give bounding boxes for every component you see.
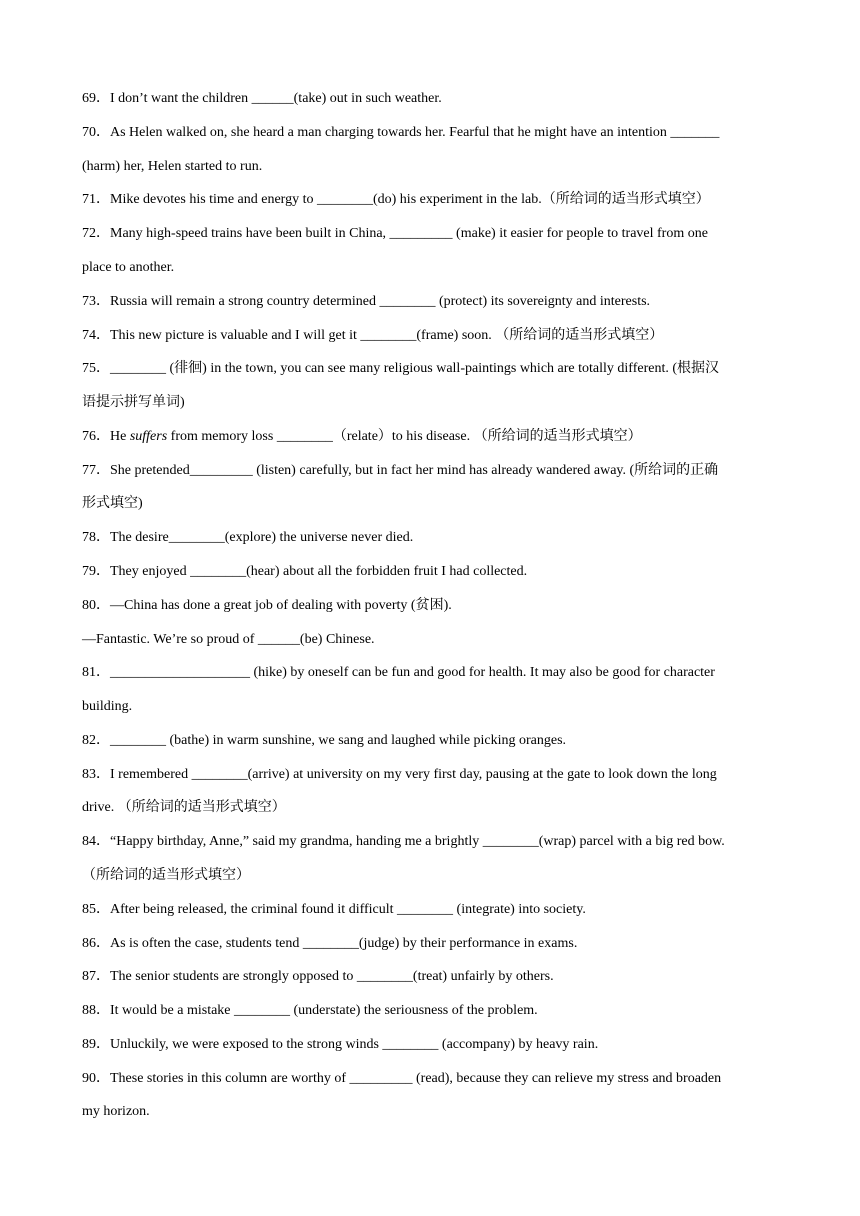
question-number: 79 bbox=[82, 564, 96, 579]
question-number: 84 bbox=[82, 834, 96, 849]
question-77-continued bbox=[82, 494, 143, 514]
question-number: 70 bbox=[82, 125, 96, 140]
question-number: 85 bbox=[82, 902, 96, 917]
question-77: 77．She pretended_________ (listen) carefully, but in fact her mind has already wandered away. (所给词的正确 bbox=[82, 463, 719, 478]
question-number: 81 bbox=[82, 665, 96, 680]
question-number: 83 bbox=[82, 767, 96, 782]
question-number: 73 bbox=[82, 294, 96, 309]
question-text: As is often the case, students tend ________(judge) by their performance in exams. bbox=[110, 936, 578, 951]
question-text: “Happy birthday, Anne,” said my grandma, handing me a brightly ________(wrap) parcel with a big red bow. bbox=[110, 834, 725, 849]
question-72: 72．Many high-speed trains have been built in China, _________ (make) it easier for people to travel from one bbox=[82, 226, 708, 241]
question-72-continued bbox=[82, 258, 174, 278]
question-number: 69 bbox=[82, 91, 96, 106]
question-text: I don’t want the children ______(take) out in such weather. bbox=[110, 91, 442, 106]
question-75: 75．________ (徘徊) in the town, you can see many religious wall-paintings which are totally different. (根据汉 bbox=[82, 361, 719, 376]
question-number: 87 bbox=[82, 969, 96, 984]
question-90-continued bbox=[82, 1102, 150, 1122]
question-75-continued bbox=[82, 393, 185, 413]
question-text: I remembered ________(arrive) at university on my very first day, pausing at the gate to look down the long bbox=[110, 767, 717, 782]
question-text: building. bbox=[82, 699, 133, 714]
question-text: place to another. bbox=[82, 260, 175, 275]
question-70: 70．As Helen walked on, she heard a man charging towards her. Fearful that he might have an intention _______ bbox=[82, 125, 720, 140]
question-73: 73．Russia will remain a strong country determined ________ (protect) its sovereignty and interests. bbox=[82, 294, 651, 309]
question-text: She pretended_________ (listen) carefully, but in fact her mind has already wandered away. (所给词的正确 bbox=[110, 463, 719, 478]
question-81: 81．____________________ (hike) by oneself can be fun and good for health. It may also be good for character bbox=[82, 665, 715, 680]
question-83: 83．I remembered ________(arrive) at university on my very first day, pausing at the gate to look down the long bbox=[82, 767, 717, 782]
question-text: These stories in this column are worthy of _________ (read), because they can relieve my stress and broaden bbox=[110, 1071, 722, 1086]
question-number: 86 bbox=[82, 936, 96, 951]
question-text: Mike devotes his time and energy to ________(do) his experiment in the lab.（所给词的适当形式填空） bbox=[110, 192, 710, 207]
question-85: 85．After being released, the criminal found it difficult ________ (integrate) into society. bbox=[82, 902, 586, 917]
question-number: 75 bbox=[82, 361, 96, 376]
question-88: 88．It would be a mistake ________ (understate) the seriousness of the problem. bbox=[82, 1003, 538, 1018]
question-text: ________ (bathe) in warm sunshine, we sang and laughed while picking oranges. bbox=[110, 733, 567, 748]
question-number: 82 bbox=[82, 733, 96, 748]
question-69: 69．I don’t want the children ______(take) out in such weather. bbox=[82, 91, 442, 106]
question-number: 72 bbox=[82, 226, 96, 241]
question-text: The senior students are strongly opposed to ________(treat) unfairly by others. bbox=[110, 969, 554, 984]
question-number: 80 bbox=[82, 598, 96, 613]
question-text: He bbox=[110, 429, 130, 444]
question-81-continued bbox=[82, 697, 132, 717]
question-number: 71 bbox=[82, 192, 96, 207]
question-text: As Helen walked on, she heard a man charging towards her. Fearful that he might have an intention _______ bbox=[110, 125, 720, 140]
question-83-continued bbox=[82, 798, 286, 818]
question-number: 76 bbox=[82, 429, 96, 444]
question-79: 79．They enjoyed ________(hear) about all the forbidden fruit I had collected. bbox=[82, 564, 528, 579]
question-number: 74 bbox=[82, 328, 96, 343]
question-84: 84．“Happy birthday, Anne,” said my grandma, handing me a brightly ________(wrap) parcel with a big red bow. bbox=[82, 834, 725, 849]
question-87: 87．The senior students are strongly opposed to ________(treat) unfairly by others. bbox=[82, 969, 554, 984]
question-text: —Fantastic. We’re so proud of ______(be) Chinese. bbox=[82, 632, 375, 647]
question-text: This new picture is valuable and I will get it ________(frame) soon. （所给词的适当形式填空） bbox=[110, 328, 664, 343]
question-text: my horizon. bbox=[82, 1104, 150, 1119]
question-89: 89．Unluckily, we were exposed to the strong winds ________ (accompany) by heavy rain. bbox=[82, 1037, 599, 1052]
question-74: 74．This new picture is valuable and I will get it ________(frame) soon. （所给词的适当形式填空） bbox=[82, 328, 664, 343]
question-number: 90 bbox=[82, 1071, 96, 1086]
question-78: 78．The desire________(explore) the universe never died. bbox=[82, 530, 414, 545]
question-86: 86．As is often the case, students tend ________(judge) by their performance in exams. bbox=[82, 936, 578, 951]
question-71: 71．Mike devotes his time and energy to ________(do) his experiment in the lab.（所给词的适当形式填空） bbox=[82, 192, 710, 207]
question-text: —China has done a great job of dealing with poverty (贫困). bbox=[110, 598, 452, 613]
question-text: 语提示拼写单词) bbox=[82, 395, 185, 410]
question-90: 90．These stories in this column are worthy of _________ (read), because they can relieve my stress and broaden bbox=[82, 1071, 722, 1086]
question-text: ________ (徘徊) in the town, you can see many religious wall-paintings which are totally different. (根据汉 bbox=[110, 361, 719, 376]
question-80-reply bbox=[82, 630, 375, 650]
question-number: 88 bbox=[82, 1003, 96, 1018]
question-text: (harm) her, Helen started to run. bbox=[82, 159, 263, 174]
question-text: Unluckily, we were exposed to the strong winds ________ (accompany) by heavy rain. bbox=[110, 1037, 599, 1052]
question-text: The desire________(explore) the universe never died. bbox=[110, 530, 414, 545]
question-text: They enjoyed ________(hear) about all the forbidden fruit I had collected. bbox=[110, 564, 528, 579]
question-text: Many high-speed trains have been built in China, _________ (make) it easier for people to travel from one bbox=[110, 226, 708, 241]
question-text: Russia will remain a strong country determined ________ (protect) its sovereignty and interests. bbox=[110, 294, 651, 309]
question-80: 80．—China has done a great job of dealing with poverty (贫困). bbox=[82, 598, 452, 613]
question-number: 77 bbox=[82, 463, 96, 478]
question-84-continued bbox=[82, 866, 250, 886]
question-text: ____________________ (hike) by oneself can be fun and good for health. It may also be good for character bbox=[110, 665, 715, 680]
question-text: After being released, the criminal found it difficult ________ (integrate) into society. bbox=[110, 902, 586, 917]
question-text: （所给词的适当形式填空） bbox=[82, 868, 250, 883]
question-text: drive. （所给词的适当形式填空） bbox=[82, 800, 286, 815]
question-76: 76．He suffers from memory loss ________（relate）to his disease. （所给词的适当形式填空） bbox=[82, 429, 642, 444]
italic-word: suffers bbox=[129, 429, 168, 444]
question-number: 89 bbox=[82, 1037, 96, 1052]
question-number: 78 bbox=[82, 530, 96, 545]
question-text: It would be a mistake ________ (understate) the seriousness of the problem. bbox=[110, 1003, 538, 1018]
question-text: 形式填空) bbox=[82, 496, 143, 511]
question-82: 82．________ (bathe) in warm sunshine, we sang and laughed while picking oranges. bbox=[82, 733, 567, 748]
question-text: from memory loss ________（relate）to his disease. （所给词的适当形式填空） bbox=[167, 429, 642, 444]
question-70-continued bbox=[82, 157, 262, 177]
